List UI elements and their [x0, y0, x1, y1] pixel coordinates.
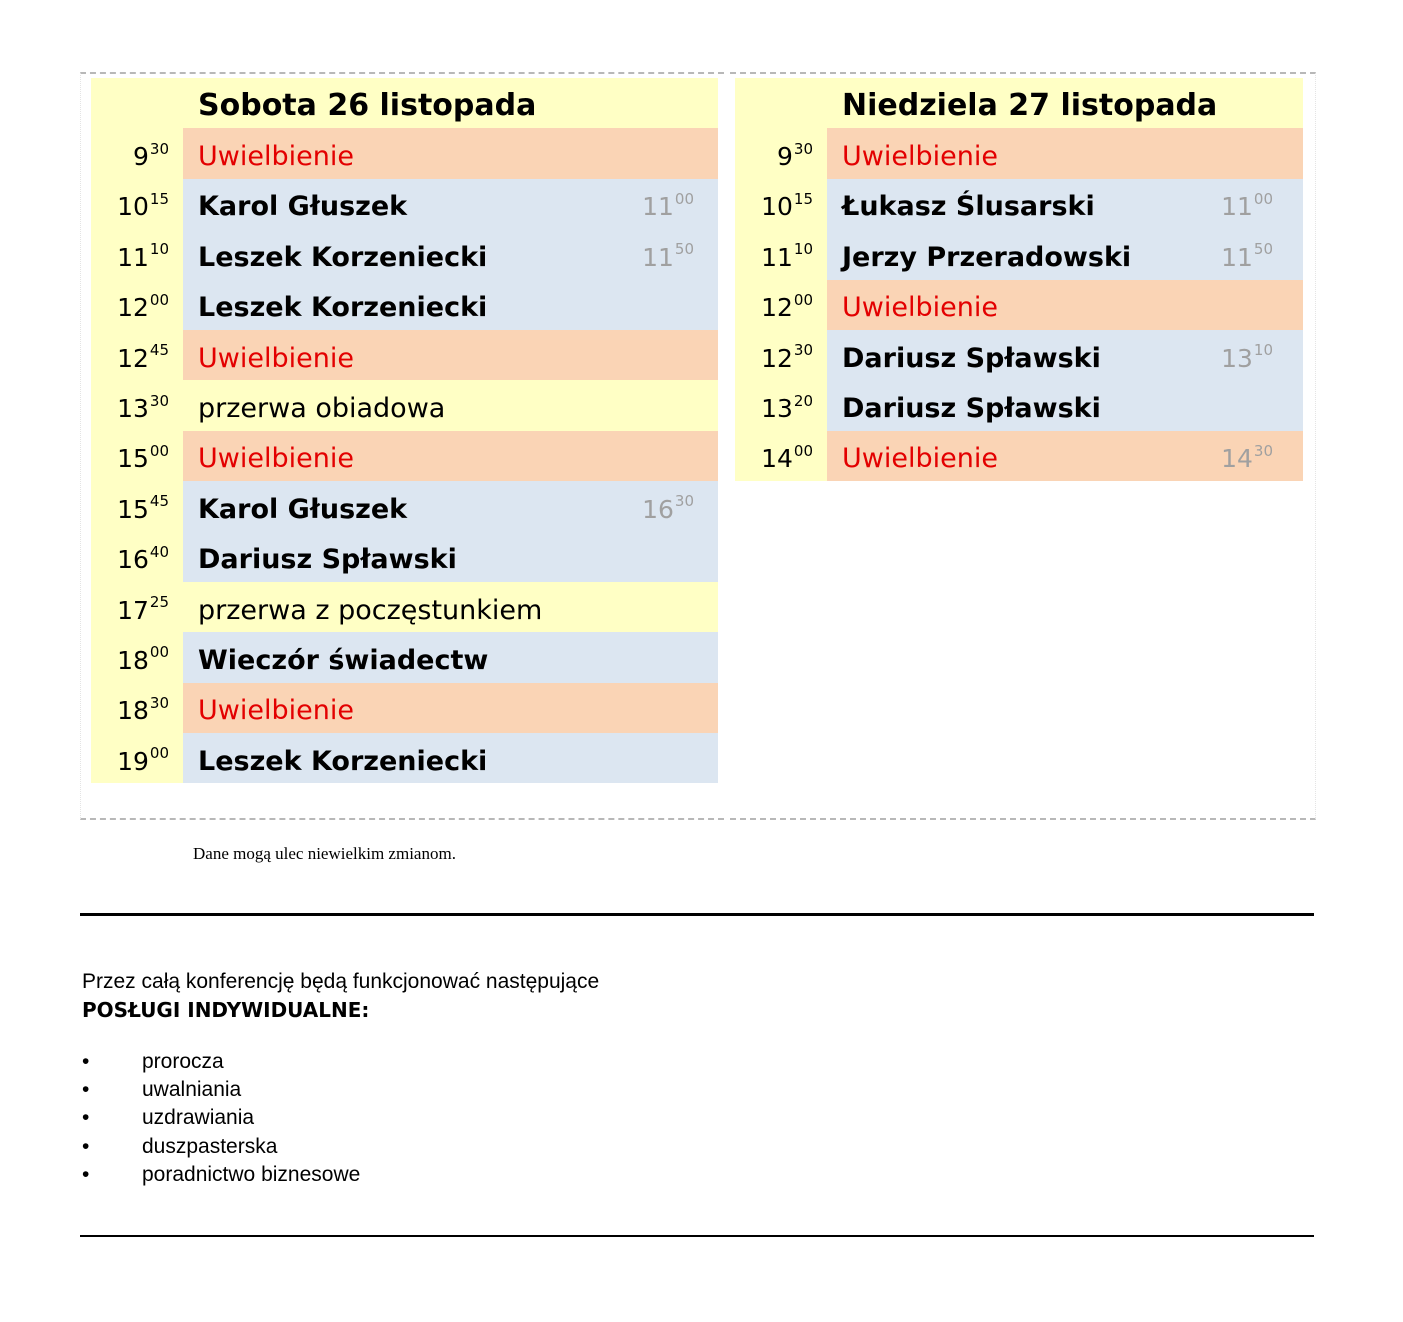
start-hour: 19 [117, 746, 149, 776]
start-minute: 10 [793, 240, 813, 259]
event-label: Leszek Korzeniecki [198, 241, 488, 273]
schedule-row [735, 280, 1303, 330]
schedule-row [91, 179, 718, 229]
end-hour: 11 [642, 242, 674, 272]
start-time [91, 532, 183, 582]
start-minute: 10 [149, 240, 169, 259]
list-item [82, 1163, 360, 1191]
schedule-row [735, 380, 1303, 430]
end-hour: 11 [642, 192, 674, 222]
end-hour: 14 [1221, 444, 1253, 474]
start-minute: 30 [149, 693, 169, 712]
start-hour: 15 [117, 494, 149, 524]
event-cell [183, 179, 718, 229]
start-hour: 11 [761, 242, 793, 272]
event-cell [183, 532, 718, 582]
list-item [82, 1050, 360, 1078]
bullet-icon: • [82, 1162, 90, 1186]
event-label: Wieczór świadectw [198, 644, 489, 676]
start-minute: 00 [149, 744, 169, 763]
schedule-row [91, 128, 718, 178]
schedule-row [735, 330, 1303, 380]
start-time [91, 330, 183, 380]
start-minute: 00 [149, 643, 169, 662]
start-minute: 25 [149, 593, 169, 612]
start-time [735, 380, 827, 430]
start-hour: 18 [117, 645, 149, 675]
end-hour: 16 [642, 494, 674, 524]
end-time [642, 229, 694, 279]
event-label: Karol Głuszek [198, 493, 408, 525]
start-minute: 45 [149, 341, 169, 360]
start-hour: 9 [777, 142, 793, 172]
start-hour: 12 [761, 343, 793, 373]
start-hour: 12 [761, 293, 793, 323]
end-time [1221, 330, 1273, 380]
start-time [91, 431, 183, 481]
schedule-row [91, 229, 718, 279]
event-cell [183, 280, 718, 330]
start-minute: 40 [149, 542, 169, 561]
event-label: Uwielbienie [842, 292, 998, 324]
event-label: Łukasz Ślusarski [842, 191, 1095, 223]
schedule-row [91, 280, 718, 330]
end-minute: 00 [674, 189, 694, 208]
divider-top [80, 913, 1314, 916]
start-time [91, 179, 183, 229]
start-time [91, 582, 183, 632]
event-cell [827, 431, 1303, 481]
saturday-title: Sobota 26 listopada [183, 78, 718, 128]
schedule-row [735, 179, 1303, 229]
start-hour: 14 [761, 444, 793, 474]
start-minute: 00 [149, 290, 169, 309]
schedule-row [91, 582, 718, 632]
divider-bottom [80, 1235, 1314, 1237]
start-time [91, 380, 183, 430]
event-label: Uwielbienie [198, 141, 354, 173]
start-time [735, 128, 827, 178]
start-hour: 10 [117, 192, 149, 222]
start-time [735, 179, 827, 229]
start-hour: 17 [117, 595, 149, 625]
list-item [82, 1106, 360, 1134]
end-minute: 50 [1253, 240, 1273, 259]
start-hour: 12 [117, 293, 149, 323]
start-time [91, 280, 183, 330]
intro-text: Przez całą konferencję będą funkcjonować następujące [82, 970, 600, 993]
schedule-row [91, 632, 718, 682]
start-minute: 00 [793, 441, 813, 460]
start-minute: 15 [793, 189, 813, 208]
end-minute: 50 [674, 240, 694, 259]
event-cell [827, 229, 1303, 279]
event-label: Karol Głuszek [198, 191, 408, 223]
event-cell [183, 380, 718, 430]
event-label: przerwa obiadowa [198, 393, 446, 425]
start-minute: 30 [149, 391, 169, 410]
start-time [91, 683, 183, 733]
start-minute: 30 [793, 139, 813, 158]
event-cell [183, 330, 718, 380]
event-label: Dariusz Spławski [842, 393, 1101, 425]
end-time [642, 481, 694, 531]
start-time [91, 632, 183, 682]
list-item [82, 1078, 360, 1106]
disclaimer-note: Dane mogą ulec niewielkim zmianom. [193, 844, 456, 863]
schedule-row [91, 330, 718, 380]
schedule-row [91, 532, 718, 582]
event-label: Jerzy Przeradowski [842, 241, 1132, 273]
end-time [1221, 229, 1273, 279]
service-label: uwalniania [142, 1078, 242, 1102]
header-time-cell [735, 78, 827, 128]
end-hour: 11 [1221, 242, 1253, 272]
event-cell [827, 330, 1303, 380]
start-hour: 18 [117, 696, 149, 726]
start-time [91, 481, 183, 531]
event-label: przerwa z poczęstunkiem [198, 594, 543, 626]
start-hour: 9 [133, 142, 149, 172]
schedule-row [735, 128, 1303, 178]
start-minute: 20 [793, 391, 813, 410]
services-intro [82, 968, 599, 1024]
event-cell [183, 683, 718, 733]
event-label: Uwielbienie [198, 443, 354, 475]
event-label: Dariusz Spławski [842, 342, 1101, 374]
event-cell [827, 128, 1303, 178]
schedule-row [91, 683, 718, 733]
event-cell [827, 179, 1303, 229]
event-cell [183, 128, 718, 178]
service-label: duszpasterska [142, 1134, 278, 1158]
schedule-row [91, 380, 718, 430]
event-cell [827, 280, 1303, 330]
end-minute: 30 [1253, 441, 1273, 460]
event-label: Leszek Korzeniecki [198, 745, 488, 777]
end-minute: 00 [1253, 189, 1273, 208]
start-hour: 13 [761, 394, 793, 424]
start-hour: 10 [761, 192, 793, 222]
start-minute: 15 [149, 189, 169, 208]
start-hour: 13 [117, 394, 149, 424]
start-hour: 11 [117, 242, 149, 272]
event-cell [827, 380, 1303, 430]
event-cell [183, 733, 718, 783]
bullet-icon: • [82, 1078, 90, 1102]
event-cell [183, 229, 718, 279]
start-time [91, 229, 183, 279]
schedule-row [91, 733, 718, 783]
start-minute: 00 [793, 290, 813, 309]
header-time-cell [91, 78, 183, 128]
end-hour: 13 [1221, 343, 1253, 373]
end-minute: 30 [674, 492, 694, 511]
end-time [642, 179, 694, 229]
event-cell [183, 632, 718, 682]
start-hour: 15 [117, 444, 149, 474]
start-time [91, 733, 183, 783]
start-time [735, 330, 827, 380]
service-label: poradnictwo biznesowe [142, 1162, 361, 1186]
schedule-row [91, 431, 718, 481]
event-label: Uwielbienie [198, 342, 354, 374]
start-time [735, 280, 827, 330]
saturday-schedule [91, 78, 718, 783]
event-cell [183, 481, 718, 531]
event-label: Leszek Korzeniecki [198, 292, 488, 324]
event-label: Uwielbienie [842, 141, 998, 173]
start-hour: 12 [117, 343, 149, 373]
schedule-row [735, 431, 1303, 481]
services-heading: POSŁUGI INDYWIDUALNE: [82, 998, 370, 1022]
start-time [91, 128, 183, 178]
event-label: Uwielbienie [198, 695, 354, 727]
start-time [735, 229, 827, 279]
start-hour: 16 [117, 545, 149, 575]
schedule-row [735, 229, 1303, 279]
bullet-icon: • [82, 1106, 90, 1130]
start-time [735, 431, 827, 481]
service-label: uzdrawiania [142, 1106, 255, 1130]
list-item [82, 1135, 360, 1163]
end-time [1221, 431, 1273, 481]
schedule-row [91, 481, 718, 531]
sunday-title: Niedziela 27 listopada [827, 78, 1303, 128]
end-minute: 10 [1253, 341, 1273, 360]
start-minute: 45 [149, 492, 169, 511]
event-label: Uwielbienie [842, 443, 998, 475]
event-label: Dariusz Spławski [198, 544, 457, 576]
service-label: prorocza [142, 1050, 224, 1073]
bullet-icon: • [82, 1050, 90, 1073]
event-cell [183, 431, 718, 481]
event-cell [183, 582, 718, 632]
end-time [1221, 179, 1273, 229]
services-list [82, 1050, 360, 1191]
start-minute: 30 [793, 341, 813, 360]
end-hour: 11 [1221, 192, 1253, 222]
saturday-header-row [91, 78, 718, 128]
start-minute: 30 [149, 139, 169, 158]
start-minute: 00 [149, 441, 169, 460]
sunday-header-row [735, 78, 1303, 128]
sunday-schedule [735, 78, 1303, 481]
bullet-icon: • [82, 1134, 90, 1158]
